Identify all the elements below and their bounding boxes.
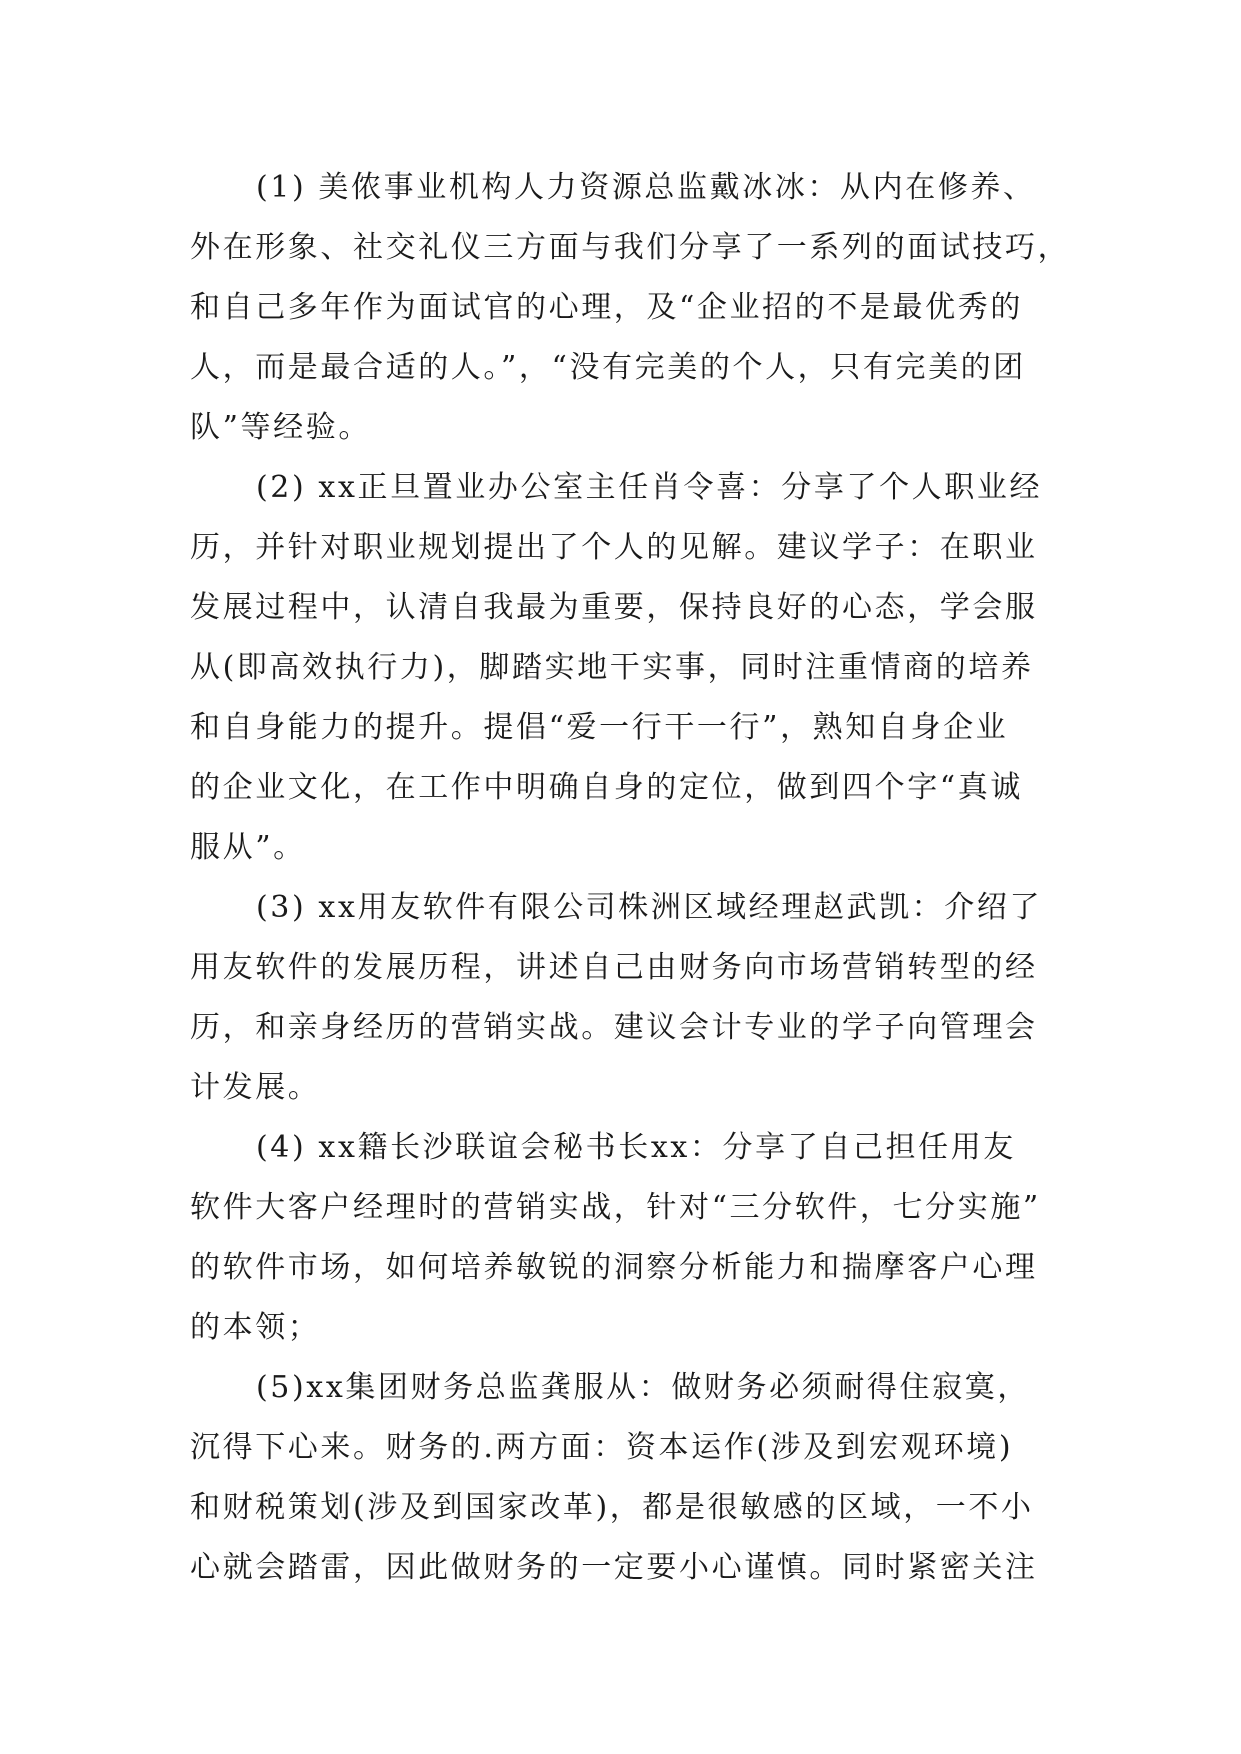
paragraph-1 — [190, 158, 1090, 458]
paragraph-line: 和自己多年作为面试官的心理，及“企业招的不是最优秀的 — [190, 290, 1023, 325]
paragraph-line: 服从”。 — [190, 830, 306, 865]
paragraph-line: 沉得下心来。财务的.两方面：资本运作(涉及到宏观环境) — [190, 1430, 1014, 1465]
paragraph-line: 和自身能力的提升。提倡“爱一行干一行”，熟知自身企业 — [190, 710, 1009, 745]
paragraph-line: 的本领； — [190, 1310, 321, 1345]
paragraph-line: 的企业文化，在工作中明确自身的定位，做到四个字“真诚 — [190, 770, 1023, 805]
paragraph-line: (4) xx籍长沙联谊会秘书长xx：分享了自己担任用友 — [256, 1130, 1016, 1165]
paragraph-5 — [190, 1358, 1090, 1598]
paragraph-line: 历，并针对职业规划提出了个人的见解。建议学子：在职业 — [190, 530, 1038, 565]
paragraph-4 — [190, 1118, 1090, 1358]
paragraph-line: (2) xx正旦置业办公室主任肖令喜：分享了个人职业经 — [256, 470, 1043, 505]
paragraph-line: 从(即高效执行力)，脚踏实地干实事，同时注重情商的培养 — [190, 650, 1034, 685]
paragraph-line: 队”等经验。 — [190, 410, 371, 445]
paragraph-line: 心就会踏雷，因此做财务的一定要小心谨慎。同时紧密关注 — [190, 1550, 1038, 1585]
paragraph-3 — [190, 878, 1090, 1118]
paragraph-line: 计发展。 — [190, 1070, 321, 1105]
paragraph-line: 人，而是最合适的人。”，“没有完美的个人，只有完美的团 — [190, 350, 1026, 385]
paragraph-line: (1) 美侬事业机构人力资源总监戴冰冰：从内在修养、 — [256, 170, 1036, 205]
paragraph-line: 软件大客户经理时的营销实战，针对“三分软件，七分实施” — [190, 1190, 1041, 1225]
document-body — [190, 158, 1090, 1598]
paragraph-line: 和财税策划(涉及到国家改革)，都是很敏感的区域，一不小 — [190, 1490, 1034, 1525]
paragraph-line: 的软件市场，如何培养敏锐的洞察分析能力和揣摩客户心理 — [190, 1250, 1038, 1285]
paragraph-line: 发展过程中，认清自我最为重要，保持良好的心态，学会服 — [190, 590, 1038, 625]
paragraph-2 — [190, 458, 1090, 878]
paragraph-line: 历，和亲身经历的营销实战。建议会计专业的学子向管理会 — [190, 1010, 1038, 1045]
paragraph-line: 用友软件的发展历程，讲述自己由财务向市场营销转型的经 — [190, 950, 1038, 985]
paragraph-line: (5)xx集团财务总监龚服从：做财务必须耐得住寂寞， — [256, 1370, 1030, 1405]
paragraph-line: 外在形象、社交礼仪三方面与我们分享了一系列的面试技巧， — [190, 230, 1071, 265]
paragraph-line: (3) xx用友软件有限公司株洲区域经理赵武凯：介绍了 — [256, 890, 1043, 925]
